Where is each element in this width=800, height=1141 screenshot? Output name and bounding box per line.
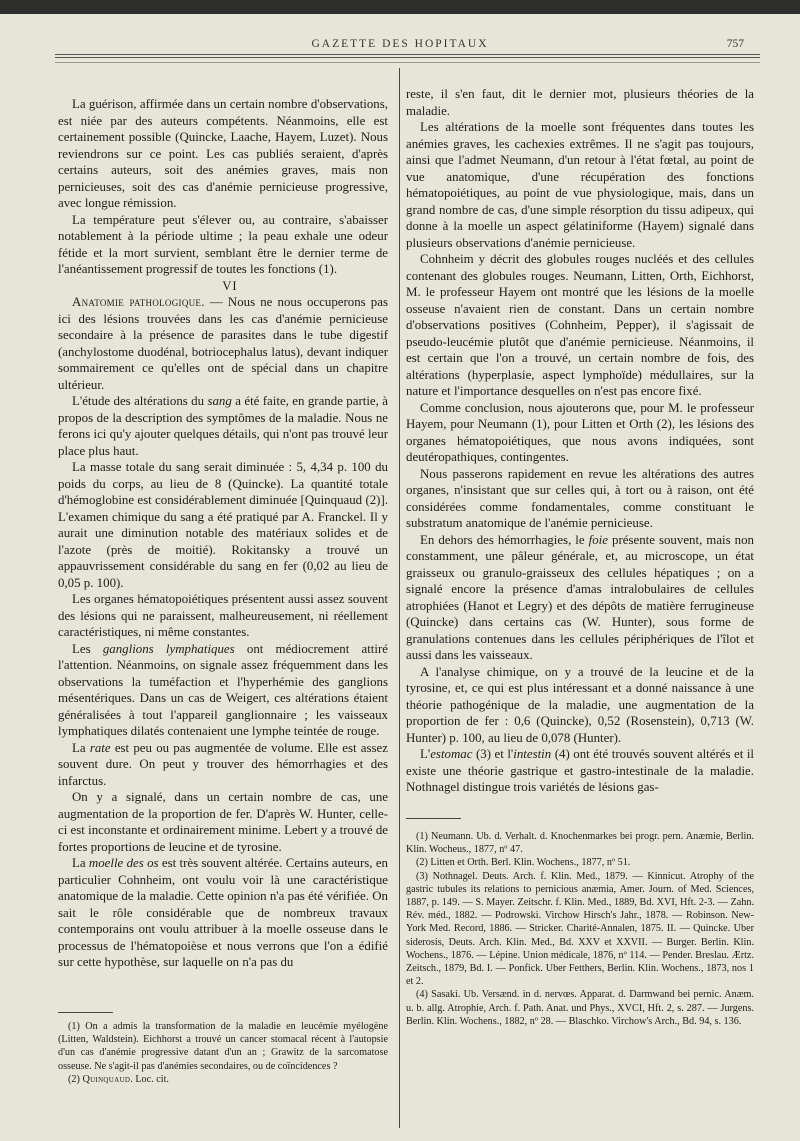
paragraph: Les altérations de la moelle sont fréquentes dans toutes les anémies graves, les cachexies extrêmes. Il ne s'agit pas toujours, ainsi que l'admet Neumann, d'un retour à l'état fœtal, au point de vue anatomique, d'une récupération des fonctions hématopoiétiques, au point de vue physiologique, mais, dans un grand nombre de cas, d'une simple résorption du tissu adipeux, qui donne à la moelle un aspect gélatiniforme (Hayem) signalé dans plusieurs observations d'anémie pernicieuse. [406,120,754,250]
footnote: (1) On a admis la transformation de la maladie en leucémie myélogène (Litten, Waldstein). Eichhorst a trouvé un cancer stomacal récent à l'autopsie d'un cas d'anémie progressive datant d'un an ; Grawitz de la sarcomatose osseuse. Ne s'agit-il pas d'anémies secondaires, ou de coïncidences ? [58,1021,388,1072]
left-column [58,96,388,971]
footnote: (2) Litten et Orth. Berl. Klin. Wochens., 1877, nº 51. [416,857,631,869]
term-ganglions: ganglions lymphatiques [102,641,235,656]
paragraph: La masse totale du sang serait diminuée : 5, 4,34 p. 100 du poids du corps, au lieu de 8 (Quincke). La quantité totale d'hémoglobine est considérablement diminuée [Quinquaud (2)]. L'examen chimique du sang a été pratiqué par A. Franckel. Il y aurait une diminution notable des matériaux solides et de l'azote (près de moitié). Rokitansky a trouvé un appauvrissement considérable du sang en fer (0,02 au lieu de 0,05 p. 100). [58,460,388,590]
section-heading: Anatomie pathologique. [72,295,205,309]
right-column [406,86,754,796]
paragraph: Comme conclusion, nous ajouterons que, pour M. le professeur Hayem, pour Neumann (1), pour Litten et Orth (2), les lésions des organes hématopoiétiques, que nous avons indiquées, sont deutéropathiques, contingentes. [406,400,754,464]
left-footnotes [58,1020,388,1086]
paragraph-estomac: L'estomac (3) et l'intestin (4) ont été trouvés souvent altérés et il existe une théorie gastrique et gastro-intestinale de la maladie. Nothnagel distingue trois variétés de lésions gas- [406,747,754,794]
paragraph: reste, il s'en faut, dit le dernier mot, plusieurs théories de la maladie. [406,87,754,118]
page-number: 757 [726,38,744,50]
paragraph-sang: L'étude des altérations du sang a été faite, en grande partie, à propos de la description des symptômes de la maladie. Nous ne ferons ici qu'y ajouter quelques détails, qui n'ont pas trouvé leur place plus haut. [58,394,388,458]
header-rule [55,54,760,55]
paragraph-ganglions: Les ganglions lymphatiques ont médiocrement attiré l'attention. Néanmoins, on signale assez fréquemment dans les observations la tuméfaction et l'hyperhémie des ganglions mésentériques. Dans un cas de Weigert, ces altérations étaient généralisées à tout l'appareil ganglionnaire ; les vaisseaux lymphatiques dilatés contenaient une lymphe teintée de rouge. [58,641,388,738]
running-title: GAZETTE DES HOPITAUX [311,38,489,50]
footnote-rule [406,818,461,819]
right-footnotes [406,830,754,1028]
term-intestin: intestin [513,747,552,761]
paragraph-rate: La rate est peu ou pas augmentée de volume. Elle est assez souvent dure. On peut y trouver des hémorrhagies et des infarctus. [58,740,388,788]
paragraph: A l'analyse chimique, on y a trouvé de la leucine et de la tyrosine, et, ce qui est plus intéressant et a donné naissance à une théorie pathogénique de la maladie, une augmentation de la proportion de fer : 0,6 (Quincke), 0,52 (Rosenstein), 0,713 (W. Hunter) p. 100, au lieu de 0,078 (Hunter). [406,664,754,745]
section-number: VI [222,278,238,293]
column-separator [399,68,400,1128]
footnote: (4) Sasaki. Ub. Versænd. in d. nervœs. Apparat. d. Darmwand bei pernic. Anæm. u. b. allg. Atrophie, Arch. f. Path. Anat. und Phys., XVCI, Hft. 2, s. 287. — Jurgens. Berlin. Klin. Wochens., 1882, nº 28. — Blaschko. Virchow's Arch., Bd. 94, s. 136. [406,989,754,1027]
paragraph: Cohnheim y décrit des globules rouges nucléés et des cellules contenant des globules rouges. Neumann, Litten, Orth, Eichhorst, M. le professeur Hayem ont montré que les lésions de la moelle osseuse n'avaient rien de constant. Dans un certain nombre d'observations positives (Cohnheim, Pepper), il s'agissait de pseudo-leucémie plutôt que d'anémie pernicieuse. Néanmoins, il est certain que l'on a trouvé, un certain nombre de fois, des altérations (hyperplasie, aspect lymphoïde) médullaires, sur la nature et l'importance desquelles on n'est pas encore fixé. [406,252,754,398]
paragraph: La guérison, affirmée dans un certain nombre d'observations, est niée par des auteurs compétents. Néanmoins, elle est certainement possible (Quincke, Laache, Hayem, Luzet). Nous reviendrons sur ce point. Les cas publiés seraient, d'après certains auteurs, soit des anémies graves, mais non pernicieuses, soit des cas d'anémie pernicieuse progressive, avec longue rémission. [58,97,388,210]
footnote: (3) Nothnagel. Deuts. Arch. f. Klin. Med., 1879. — Kinnicut. Atrophy of the gastric tubules its relations to pernicious anæmia, Amer. Journ. of Med. Sciences, 1887, p. 149. — S. Mayer. Zeitschr. f. Klin. Med., 1889, Bd. XVI, Hft. 2-3. — Zahn. Rév. méd., 1882. — Podrowski. Virchow Hirsch's Jahr., 1878. — Robinson. New-York Med. Record, 1886. — Stricker. Charité-Annalen, 1875. II. — Quincke. Uber siderosis, Deuts. Arch. Klin. Med., Bd. XXV et XXVII. — Burger. Berlin. Klin. Wochens., 1876. — Lépine. Union médicale, 1876, nº 114. — Pender. Breslau. Ærtz. Zeitsch., 1879, Bd. I. — Ponfick. Uber Fetthers, Berlin. Klin. Wochens., 1873, nos 1 et 2. [406,870,754,988]
header-rule-double [55,57,760,58]
term-rate: rate [89,740,111,755]
term-foie: foie [588,532,608,547]
term-sang: sang [207,394,232,408]
paragraph: On y a signalé, dans un certain nombre de cas, une augmentation de la proportion de fer. D'après W. Hunter, celle-ci est inconstante et ordinairement minime. Lebert y a trouvé de fortes proportions de leucine et de tyrosine. [58,790,388,854]
paragraph: La température peut s'élever ou, au contraire, s'abaisser notablement à la période ultime ; la peau exhale une odeur fétide et la mort survient, semblant être le dernier terme de l'anéantissement progressif de toutes les fonctions (1). [58,212,388,276]
footnote: (2) Quinquaud. Loc. cit. [68,1073,169,1085]
paragraph-moelle: La moelle des os est très souvent altérée. Certains auteurs, en particulier Cohnheim, ont voulu voir là une caractéristique anatomique de la maladie. Cette opinion n'a pas été vérifiée. On sait le rôle considérable que de nombreux travaux contemporains ont voulu attribuer à la moelle osseuse dans le processus de l'hématopoièse et nous verrons que l'on a édifié sur cette hypothèse, sur laquelle on n'a pas du [58,856,388,969]
footnote: (1) Neumann. Ub. d. Verhalt. d. Knochenmarkes bei progr. pern. Anæmie, Berlin. Klin. Wocheus., 1877, nº 47. [406,831,754,856]
footnote-rule [58,1012,113,1013]
paragraph-foie: En dehors des hémorrhagies, le foie présente souvent, mais non constamment, une pâleur générale, et, au microscope, un état graisseux ou granulo-graisseux des cellules hépatiques ; on a signalé encore la présence d'amas intralobulaires de cellules atrophiées (Hanot et Legry) et des dépôts de matière ferrugineuse (Quincke) dans certains cas (W. Hunter), sous forme de granulations contenues dans les cellules périphériques de l'îlot et aussi dans les vaisseaux. [406,532,754,662]
term-moelle: moelle des os [88,856,159,870]
paragraph-anatomie: Anatomie pathologique. — Nous ne nous occuperons pas ici des lésions trouvées dans les cas d'anémie pernicieuse secondaire à la présence de parasites dans le tube digestif (anchylostome duodénal, botriocephalus latus), devant indiquer sommairement ce qu'elles ont de spécial dans un chapitre ultérieur. [58,295,388,392]
scan-top-band [0,0,800,14]
term-estomac: estomac [430,747,473,761]
header-rule-thin [55,62,760,63]
paragraph: Nous passerons rapidement en revue les altérations des autres organes, n'insistant que sur celles qui, à tort ou à raison, ont été considérées comme fondamentales, comme constituant le substratum anatomique de l'anémie pernicieuse. [406,466,754,530]
paragraph: Les organes hématopoiétiques présentent aussi assez souvent des lésions qui ne paraissent, malheureusement, ni réellement caractéristiques, ni même constantes. [58,592,388,639]
